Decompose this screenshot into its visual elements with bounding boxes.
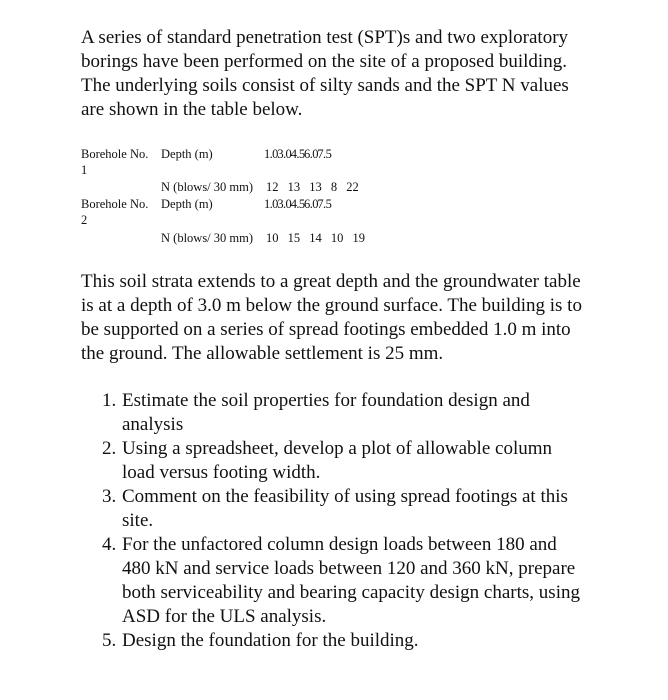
n-values: 10 15 14 10 19 — [266, 231, 365, 245]
borehole-label: Borehole No. — [81, 147, 149, 161]
n-values: 12 13 13 8 22 — [266, 180, 359, 194]
borehole-number: 1 — [81, 163, 88, 177]
task-item: 3. Comment on the feasibility of using spread footings at this site. — [102, 486, 568, 531]
site-conditions-paragraph: This soil strata extends to a great depth and the groundwater table is at a depth of 3.0 m below the ground surface. The building is to be supported on a series of spread footings embedded 1.0 m into the ground. The allowable settlement is 25 mm. — [81, 271, 582, 364]
task-item: 5. Design the foundation for the building. — [102, 630, 419, 651]
n-label: N (blows/ 30 mm) — [161, 180, 254, 194]
depth-values: 1.0 3.0 4.5 6.0 7.5 — [264, 197, 332, 211]
depth-values: 1.0 3.0 4.5 6.0 7.5 — [264, 147, 332, 161]
intro-paragraph: A series of standard penetration test (SPT)s and two exploratory borings have been performed on the site of a proposed building. The underlying soils consist of silty sands and the SPT N values are shown in the table below. — [81, 27, 569, 120]
task-text: Comment on the feasibility of using spread footings at this site. — [122, 486, 568, 531]
borehole-label: Borehole No. — [81, 197, 149, 211]
task-list — [102, 389, 587, 653]
task-text: Estimate the soil properties for foundation design and analysis — [122, 390, 530, 435]
task-item: 4. For the unfactored column design loads between 180 and 480 kN and service loads between 120 and 360 kN, prepare both serviceability and bearing capacity design charts, using ASD for the ULS analysis. — [102, 534, 580, 627]
task-item: 2. Using a spreadsheet, develop a plot of allowable column load versus footing width. — [102, 438, 553, 483]
depth-label: Depth (m) — [161, 147, 213, 161]
n-label: N (blows/ 30 mm) — [161, 231, 254, 245]
depth-label: Depth (m) — [161, 197, 213, 211]
task-text: Using a spreadsheet, develop a plot of allowable column load versus footing width. — [122, 438, 553, 483]
task-item: 1. Estimate the soil properties for foundation design and analysis — [102, 390, 530, 435]
task-text: Design the foundation for the building. — [122, 630, 419, 651]
borehole-number: 2 — [81, 213, 88, 227]
task-text: For the unfactored column design loads between 180 and 480 kN and service loads between 120 and 360 kN, prepare both serviceability and bearing capacity design charts, using ASD for the ULS analysis. — [122, 534, 580, 627]
